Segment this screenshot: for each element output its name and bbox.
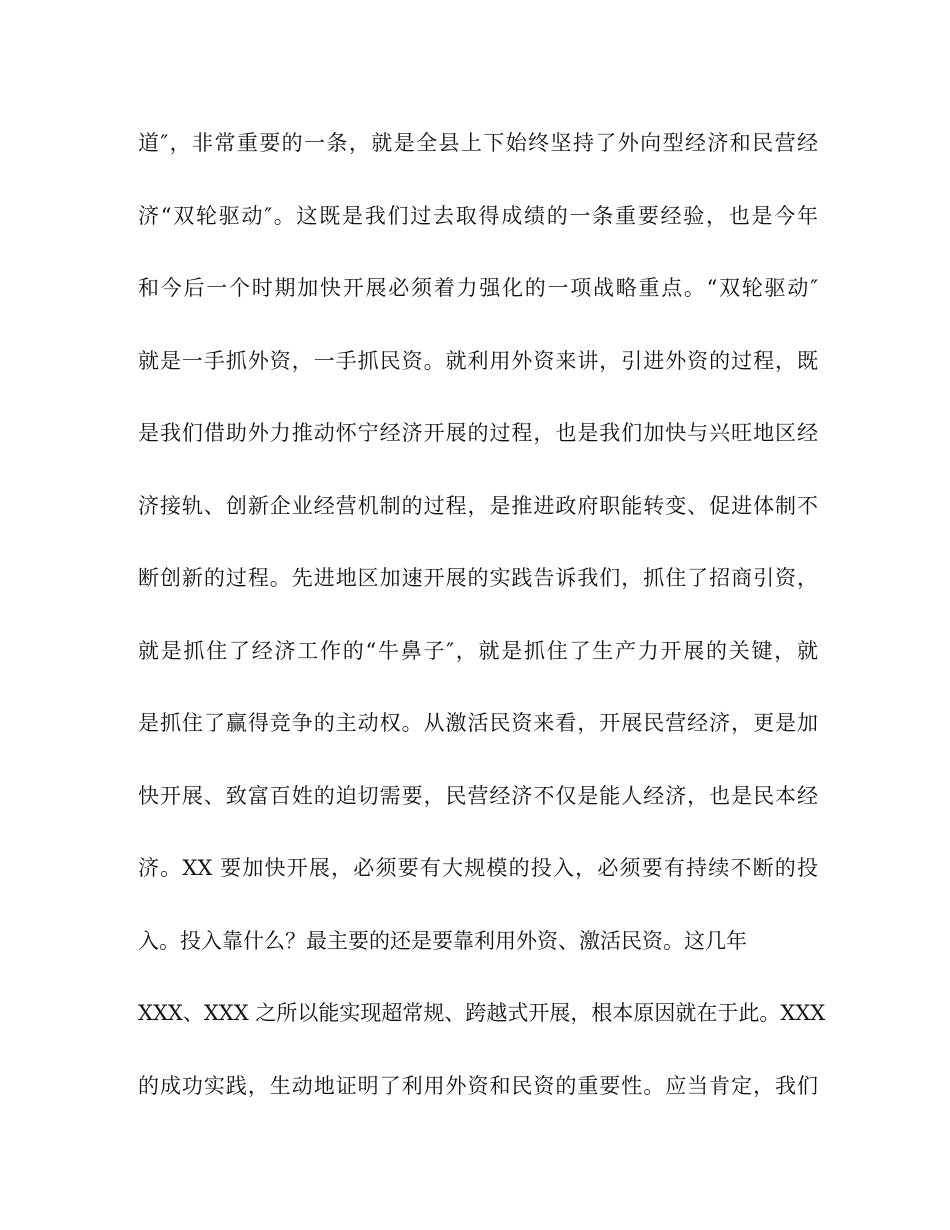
text-line-2: 济“双轮驱动″。这既是我们过去取得成绩的一条重要经验，也是今年 (138, 203, 818, 228)
text-line-8: 就是抓住了经济工作的“牛鼻子″，就是抓住了生产力开展的关键，就 (138, 638, 818, 663)
text-line-9: 是抓住了赢得竞争的主动权。从激活民资来看，开展民营经济，更是加 (138, 711, 818, 735)
text-line-10: 快开展、致富百姓的迫切需要，民营经济不仅是能人经济，也是民本经 (138, 783, 818, 808)
text-line-7: 断创新的过程。先进地区加速开展的实践告诉我们，抓住了招商引资， (138, 566, 818, 590)
text-line-3: 和今后一个时期加快开展必须着力强化的一项战略重点。“双轮驱动″ (138, 276, 818, 300)
body-text (138, 125, 826, 1140)
text-line-4: 就是一手抓外资，一手抓民资。就利用外资来讲，引进外资的过程，既 (138, 348, 818, 373)
text-line-11: 济。XX 要加快开展，必须要有大规模的投入，必须要有持续不断的投 (138, 856, 818, 880)
text-line-5: 是我们借助外力推动怀宁经济开展的过程，也是我们加快与兴旺地区经 (138, 421, 818, 445)
text-line-14: 的成功实践，生动地证明了利用外资和民资的重要性。应当肯定，我们 (138, 1073, 818, 1098)
text-line-6: 济接轨、创新企业经营机制的过程，是推进政府职能转变、促进体制不 (138, 493, 818, 518)
text-line-13: XXX、XXX 之所以能实现超常规、跨越式开展，根本原因就在于此。XXX (138, 1001, 826, 1025)
text-line-12: 入。投入靠什么？最主要的还是要靠利用外资、激活民资。这几年 (138, 928, 747, 953)
text-line-1: 道″，非常重要的一条，就是全县上下始终坚持了外向型经济和民营经 (138, 131, 818, 155)
